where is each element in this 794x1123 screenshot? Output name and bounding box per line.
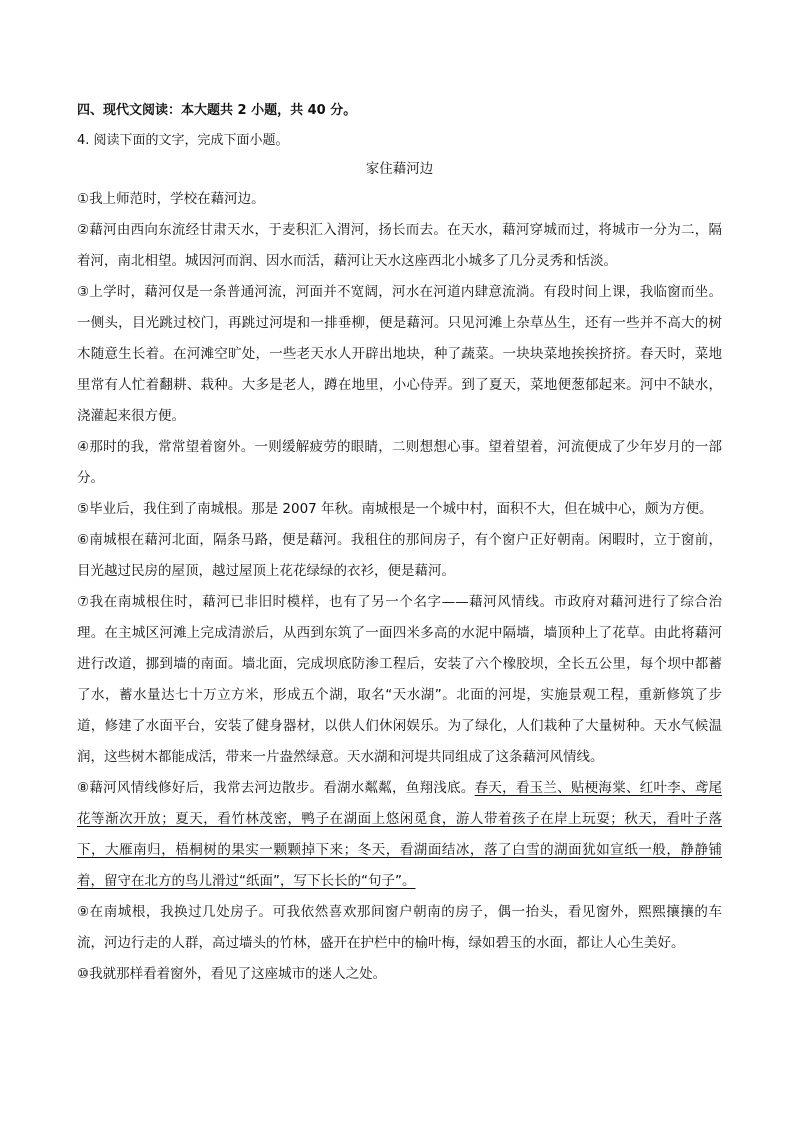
paragraph-7: ⑦我在南城根住时，藉河已非旧时模样，也有了另一个名字——藉河风情线。市政府对藉河进行了综合治理。在主城区河滩上完成清淤后，从西到东筑了一面四米多高的水泥中隔墙，墙顶种上了花草。由此将藉河进行改道，挪到墙的南面。墙北面，完成坝底防渗工程后，安装了六个橡胶坝，全长五公里，每个坝中都蓄了水，蓄水量达七十万立方米，形成五个湖，取名“天水湖”。北面的河堤，实施景观工程，重新修筑了步道，修建了水面平台，安装了健身器材，以供人们休闲娱乐。为了绿化，人们栽种了大量树种。天水气候温润，这些树木都能成活，带来一片盎然绿意。天水湖和河堤共同组成了这条藉河风情线。	[77, 594, 722, 765]
article-title: 家住藉河边	[365, 161, 434, 177]
paragraph-9: ⑨在南城根，我换过几处房子。可我依然喜欢那间窗户朝南的房子，偶一抬头，看见窗外，熙熙攘攘的车流，河边行走的人群，高过墙头的竹林，盛开在护栏中的榆叶梅，绿如碧玉的水面，都让人心生美好。	[77, 904, 722, 951]
question-prompt: 4. 阅读下面的文字，完成下面小题。	[77, 133, 289, 148]
section-heading: 四、现代文阅读：本大题共 2 小题，共 40 分。	[77, 103, 357, 118]
paragraph-5: ⑤毕业后，我住到了南城根。那是 2007 年秋。南城根是一个城中村，面积不大，但在城中心，颇为方便。	[77, 501, 713, 517]
paragraph-8	[77, 773, 722, 897]
paragraph-3: ③上学时，藉河仅是一条普通河流，河面并不宽阔，河水在河道内肆意流淌。有段时间上课，我临窗而坐。一侧头，目光跳过校门，再跳过河堤和一排垂柳，便是藉河。只见河滩上杂草丛生，还有一些并不高大的树木随意生长着。在河滩空旷处，一些老天水人开辟出地块，种了蔬菜。一块块菜地挨挨挤挤。春天时，菜地里常有人忙着翻耕、栽种。大多是老人，蹲在地里，小心侍弄。到了夏天，菜地便葱郁起来。河中不缺水，浇灌起来很方便。	[77, 284, 722, 424]
paragraph-2: ②藉河由西向东流经甘肃天水，于麦积汇入渭河，扬长而去。在天水，藉河穿城而过，将城市一分为二，隔着河，南北相望。城因河而润、因水而活，藉河让天水这座西北小城多了几分灵秀和恬淡。	[77, 222, 722, 269]
document-content	[77, 100, 722, 990]
paragraph-1: ①我上师范时，学校在藉河边。	[77, 191, 265, 207]
paragraph-8-intro: ⑧藉河风情线修好后，我常去河边散步。看湖水粼粼，鱼翔浅底。	[77, 780, 475, 796]
paragraph-8-underlined: 春天，看玉兰、贴梗海棠、红叶李、鸢尾花等渐次开放；夏天，看竹林茂密，鸭子在湖面上悠闲觅食，游人带着孩子在岸上玩耍；秋天，看叶子落下，大雁南归，梧桐树的果实一颗颗掉下来；冬天，看湖面结冰，落了白雪的湖面犹如宣纸一般，静静铺着，留守在北方的鸟儿滑过“纸面”，写下长长的“句子”。	[77, 780, 723, 889]
paragraph-4: ④那时的我，常常望着窗外。一则缓解疲劳的眼睛，二则想想心事。望着望着，河流便成了少年岁月的一部分。	[77, 439, 722, 486]
paragraph-6: ⑥南城根在藉河北面，隔条马路，便是藉河。我租住的那间房子，有个窗户正好朝南。闲暇时，立于窗前，目光越过民房的屋顶，越过屋顶上花花绿绿的衣衫，便是藉河。	[77, 532, 722, 579]
paragraph-10: ⑩我就那样看着窗外，看见了这座城市的迷人之处。	[77, 966, 387, 982]
